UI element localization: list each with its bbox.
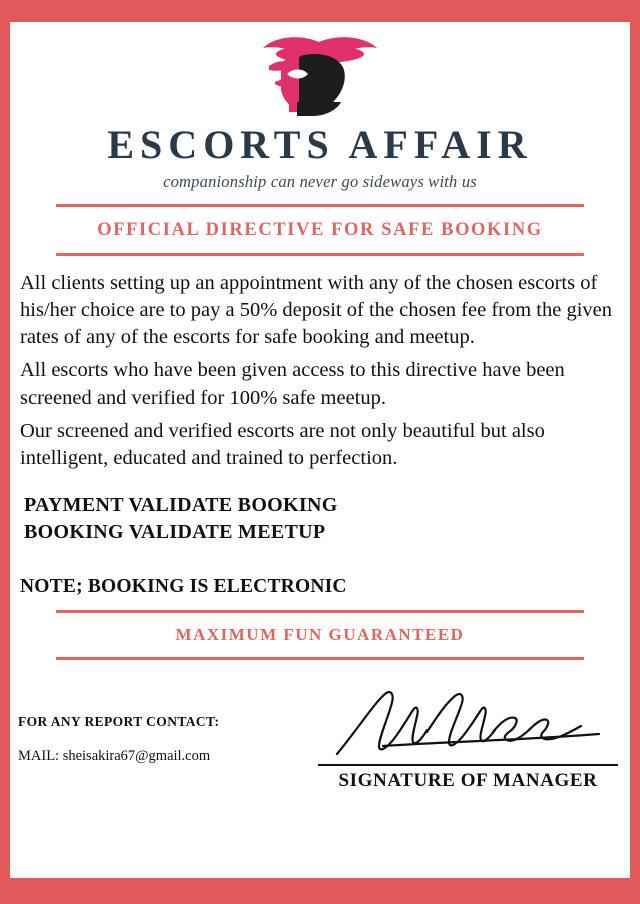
directive-heading: OFFICIAL DIRECTIVE FOR SAFE BOOKING [97,220,543,240]
validation-rules [18,492,622,546]
directive-body [18,270,622,473]
signature-label: SIGNATURE OF MANAGER [338,770,598,792]
guarantee-text: MAXIMUM FUN GUARANTEED [175,625,465,645]
brand-logo-icon [245,30,395,122]
divider-under-heading [56,253,584,256]
bottom-red-border [0,878,640,904]
divider-top [56,204,584,207]
directive-paragraph-2: All escorts who have been given access to this directive have been screened and verified for 100% safe meetup. [20,359,565,409]
logo-container [18,30,622,122]
divider-below-guarantee [56,657,584,660]
directive-paragraph-1: All clients setting up an appointment with any of the chosen escorts of his/her choice are to pay a 50% deposit of the chosen fee from the given rates of any of the escorts for safe booking and meetup. [20,271,613,348]
rule-booking-validate-meetup: BOOKING VALIDATE MEETUP [24,521,326,544]
top-red-border [0,0,640,22]
signature-block [318,686,618,793]
electronic-booking-note: NOTE; BOOKING IS ELECTRONIC [20,576,347,598]
divider-above-guarantee [56,610,584,613]
brand-name: ESCORTS AFFAIR [107,122,533,167]
flyer-content [10,22,630,878]
contact-email: MAIL: sheisakira67@gmail.com [18,747,211,764]
brand-tagline: companionship can never go sideways with us [163,172,477,191]
handwritten-signature-icon [323,686,613,764]
signature-line [318,764,618,767]
right-red-border [630,0,640,904]
directive-paragraph-3: Our screened and verified escorts are not only beautiful but also intelligent, educated and trained to perfection. [20,419,545,469]
contact-label: FOR ANY REPORT CONTACT: [18,713,220,729]
rule-payment-validate-booking: PAYMENT VALIDATE BOOKING [24,494,338,517]
left-red-border [0,0,10,904]
footer [18,686,622,806]
